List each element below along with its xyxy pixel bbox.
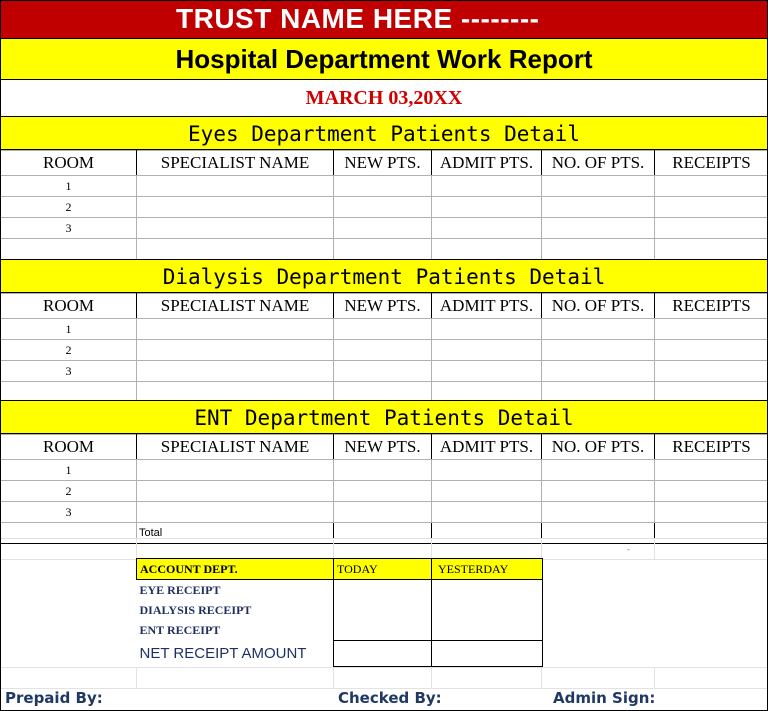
blank-cell	[542, 668, 655, 689]
new-pts-cell[interactable]	[334, 481, 432, 502]
trust-name: TRUST NAME HERE --------	[176, 3, 540, 34]
eyes-table	[0, 150, 768, 260]
ent-table	[0, 434, 768, 544]
eyes-section-title: Eyes Department Patients Detail	[0, 116, 768, 150]
no-of-pts-cell[interactable]	[542, 239, 655, 260]
new-pts-cell[interactable]	[334, 197, 432, 218]
specialist-cell[interactable]	[137, 218, 334, 239]
col-receipts: RECEIPTS	[655, 435, 768, 460]
dialysis-table	[0, 293, 768, 403]
table-header-row	[1, 435, 768, 460]
specialist-cell[interactable]	[137, 502, 334, 523]
blank-cell	[432, 668, 542, 689]
yesterday-header: YESTERDAY	[432, 559, 543, 580]
net-receipt-label: NET RECEIPT AMOUNT	[139, 644, 307, 662]
table-row	[1, 319, 768, 340]
specialist-cell[interactable]	[137, 361, 334, 382]
room-number: 3	[1, 361, 137, 382]
lower-spacer-grid	[0, 667, 768, 689]
trust-name-banner	[0, 0, 768, 38]
no-of-pts-cell[interactable]	[542, 319, 655, 340]
no-of-pts-cell[interactable]	[542, 460, 655, 481]
room-number: 1	[1, 319, 137, 340]
blank-cell	[1, 668, 137, 689]
admit-pts-cell[interactable]	[432, 319, 542, 340]
blank-cell	[334, 668, 432, 689]
blank-cell	[1, 539, 137, 560]
receipts-cell[interactable]	[655, 481, 768, 502]
table-row	[1, 218, 768, 239]
table-row	[1, 481, 768, 502]
admin-sign-label: Admin Sign:	[553, 689, 656, 707]
report-date: MARCH 03,20XX	[0, 80, 768, 116]
dialysis-section-title: Dialysis Department Patients Detail	[0, 259, 768, 293]
specialist-cell[interactable]	[137, 197, 334, 218]
blank-cell	[655, 539, 768, 560]
col-receipts: RECEIPTS	[655, 294, 768, 319]
col-no-of-pts: NO. OF PTS.	[542, 294, 655, 319]
specialist-cell[interactable]	[137, 340, 334, 361]
account-row	[137, 580, 543, 601]
account-header-row	[137, 559, 543, 580]
table-row	[1, 176, 768, 197]
total-label: Total	[137, 523, 334, 544]
checked-by-label: Checked By:	[338, 689, 442, 707]
table-header-row	[1, 151, 768, 176]
receipts-cell[interactable]	[655, 239, 768, 260]
blank-cell	[1, 239, 137, 260]
new-pts-cell[interactable]	[334, 176, 432, 197]
new-pts-cell[interactable]	[334, 502, 432, 523]
table-row	[1, 361, 768, 382]
receipts-cell[interactable]	[655, 197, 768, 218]
ent-receipt-label: ENT RECEIPT	[139, 622, 221, 637]
no-of-pts-cell[interactable]	[542, 481, 655, 502]
col-room: ROOM	[1, 294, 137, 319]
room-number: 2	[1, 197, 137, 218]
col-specialist-name: SPECIALIST NAME	[137, 294, 334, 319]
room-number: 1	[1, 176, 137, 197]
new-pts-cell[interactable]	[334, 319, 432, 340]
room-number: 2	[1, 340, 137, 361]
report-title: Hospital Department Work Report	[0, 38, 768, 80]
spacer-grid	[0, 538, 768, 560]
new-pts-cell[interactable]	[334, 218, 432, 239]
admit-pts-cell[interactable]	[432, 239, 542, 260]
receipts-cell[interactable]	[655, 460, 768, 481]
receipts-cell[interactable]	[655, 340, 768, 361]
table-header-row	[1, 294, 768, 319]
receipts-cell[interactable]	[655, 176, 768, 197]
specialist-cell[interactable]	[137, 460, 334, 481]
admit-pts-cell[interactable]	[432, 361, 542, 382]
admit-pts-cell[interactable]	[432, 460, 542, 481]
table-row	[1, 239, 768, 260]
specialist-cell[interactable]	[137, 481, 334, 502]
prepaid-by-label: Prepaid By:	[5, 689, 103, 707]
admit-pts-cell[interactable]	[432, 340, 542, 361]
col-new-pts: NEW PTS.	[334, 151, 432, 176]
col-specialist-name: SPECIALIST NAME	[137, 435, 334, 460]
table-row	[1, 340, 768, 361]
no-of-pts-cell[interactable]	[542, 197, 655, 218]
admit-pts-cell[interactable]	[432, 502, 542, 523]
specialist-cell[interactable]	[137, 319, 334, 340]
specialist-cell[interactable]	[137, 239, 334, 260]
net-yesterday-cell[interactable]	[432, 640, 543, 666]
today-header: TODAY	[334, 559, 432, 580]
col-no-of-pts: NO. OF PTS.	[542, 435, 655, 460]
table-row	[1, 502, 768, 523]
room-number: 1	[1, 460, 137, 481]
col-new-pts: NEW PTS.	[334, 435, 432, 460]
no-of-pts-cell[interactable]	[542, 361, 655, 382]
no-of-pts-cell[interactable]	[542, 502, 655, 523]
ent-section-title: ENT Department Patients Detail	[0, 400, 768, 434]
spacer-row	[1, 539, 768, 560]
admit-pts-cell[interactable]	[432, 197, 542, 218]
col-room: ROOM	[1, 151, 137, 176]
receipts-cell[interactable]	[655, 319, 768, 340]
account-dept-label: ACCOUNT DEPT.	[137, 559, 334, 580]
col-room: ROOM	[1, 435, 137, 460]
yesterday-receipts-cell[interactable]	[432, 580, 543, 641]
new-pts-cell[interactable]	[334, 460, 432, 481]
table-row	[1, 460, 768, 481]
net-receipt-row	[137, 640, 543, 666]
room-number: 3	[1, 218, 137, 239]
admit-pts-cell[interactable]	[432, 481, 542, 502]
receipts-cell[interactable]	[655, 218, 768, 239]
admit-pts-cell[interactable]	[432, 218, 542, 239]
new-pts-cell[interactable]	[334, 361, 432, 382]
col-specialist-name: SPECIALIST NAME	[137, 151, 334, 176]
spacer-row	[1, 668, 768, 689]
blank-cell	[137, 539, 334, 560]
admit-pts-cell[interactable]	[432, 176, 542, 197]
net-today-cell[interactable]	[334, 640, 432, 666]
blank-cell	[334, 539, 432, 560]
dash-mark: -	[542, 539, 655, 560]
col-no-of-pts: NO. OF PTS.	[542, 151, 655, 176]
no-of-pts-cell[interactable]	[542, 340, 655, 361]
today-receipts-cell[interactable]	[334, 580, 432, 641]
no-of-pts-cell[interactable]	[542, 218, 655, 239]
room-number: 3	[1, 502, 137, 523]
specialist-cell[interactable]	[137, 176, 334, 197]
col-admit-pts: ADMIT PTS.	[432, 435, 542, 460]
receipts-cell[interactable]	[655, 361, 768, 382]
new-pts-cell[interactable]	[334, 340, 432, 361]
col-receipts: RECEIPTS	[655, 151, 768, 176]
room-number: 2	[1, 481, 137, 502]
account-table	[136, 558, 543, 667]
blank-cell	[655, 668, 768, 689]
no-of-pts-cell[interactable]	[542, 176, 655, 197]
col-admit-pts: ADMIT PTS.	[432, 294, 542, 319]
dialysis-receipt-label: DIALYSIS RECEIPT	[139, 602, 252, 617]
new-pts-cell[interactable]	[334, 239, 432, 260]
eye-receipt-label: EYE RECEIPT	[139, 582, 221, 597]
col-new-pts: NEW PTS.	[334, 294, 432, 319]
blank-cell	[432, 539, 542, 560]
table-row	[1, 197, 768, 218]
receipts-cell[interactable]	[655, 502, 768, 523]
col-admit-pts: ADMIT PTS.	[432, 151, 542, 176]
blank-cell	[137, 668, 334, 689]
